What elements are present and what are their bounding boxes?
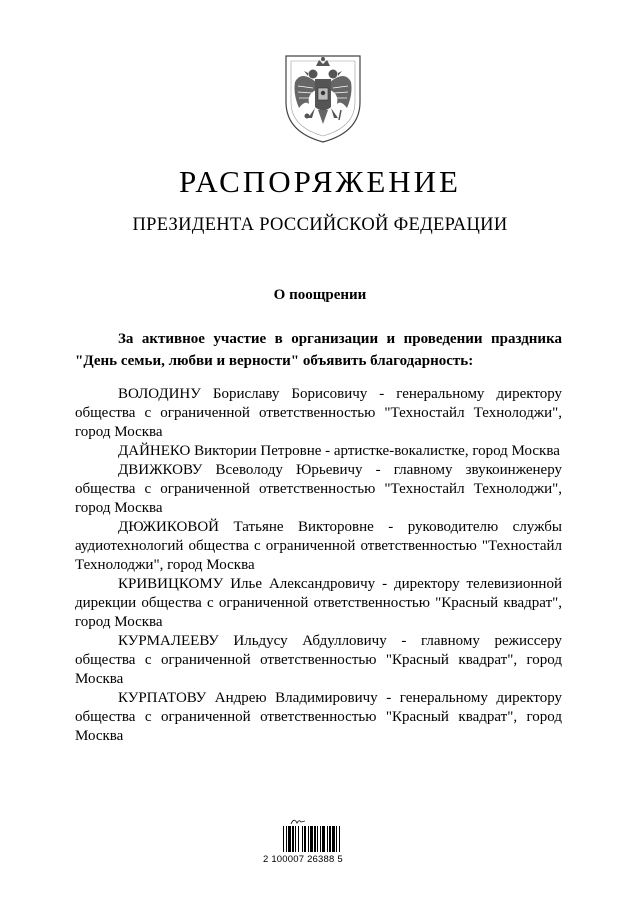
barcode-bar (308, 826, 309, 852)
barcode-bar (339, 826, 340, 852)
award-paragraph: ДАЙНЕКО Виктории Петровне - артистке-вокалистке, город Москва (118, 443, 560, 459)
barcode-bar (295, 826, 296, 852)
document-subject: О поощрении (273, 287, 367, 303)
award-paragraph: КРИВИЦКОМУ Илье Александровичу - директору телевизионной дирекции общества с ограниченной ответственностью "Красный квадрат", город Москва (75, 576, 562, 630)
barcode-bar (288, 826, 291, 852)
barcode-bar (332, 826, 335, 852)
barcode-bar (298, 826, 299, 852)
signature-mark (290, 816, 306, 826)
barcode-bar (304, 826, 306, 852)
awards-list (75, 385, 562, 746)
barcode-bar (329, 826, 331, 852)
barcode-bar (314, 826, 316, 852)
barcode-bar (320, 826, 321, 852)
barcode-bar (317, 826, 318, 852)
award-paragraph: ВОЛОДИНУ Бориславу Борисовичу - генеральному директору общества с ограниченной ответственностью "Техностайл Технолоджи", город Москва (75, 386, 562, 440)
barcode-bar (322, 826, 325, 852)
barcode-bar (292, 826, 294, 852)
decree-intro: За активное участие в организации и проведении праздника "День семьи, любви и верности" объявить благодарность: (75, 331, 562, 369)
document-title: РАСПОРЯЖЕНИЕ (179, 164, 461, 199)
barcode-icon (283, 826, 355, 852)
barcode-bar (310, 826, 313, 852)
barcode-bar (283, 826, 284, 852)
award-paragraph: КУРМАЛЕЕВУ Ильдусу Абдулловичу - главному режиссеру общества с ограниченной ответственностью "Красный квадрат", город Москва (75, 633, 562, 687)
barcode-bar (336, 826, 337, 852)
award-paragraph: ДВИЖКОВУ Всеволоду Юрьевичу - главному звукоинженеру общества с ограниченной ответственностью "Техностайл Технолоджи", город Москва (75, 462, 562, 516)
award-paragraph: ДЮЖИКОВОЙ Татьяне Викторовне - руководителю службы аудиотехнологий общества с ограниченной ответственностью "Техностайл Технолоджи", город Москва (75, 519, 562, 573)
barcode-bar (286, 826, 287, 852)
russian-coat-of-arms-icon (283, 52, 363, 144)
document-subtitle: ПРЕЗИДЕНТА РОССИЙСКОЙ ФЕДЕРАЦИИ (132, 215, 508, 235)
barcode-number: 2 100007 26388 5 (263, 854, 343, 865)
barcode-bar (327, 826, 328, 852)
barcode-bar (302, 826, 303, 852)
award-paragraph: КУРПАТОВУ Андрею Владимировичу - генеральному директору общества с ограниченной ответственностью "Красный квадрат", город Москва (75, 690, 562, 744)
